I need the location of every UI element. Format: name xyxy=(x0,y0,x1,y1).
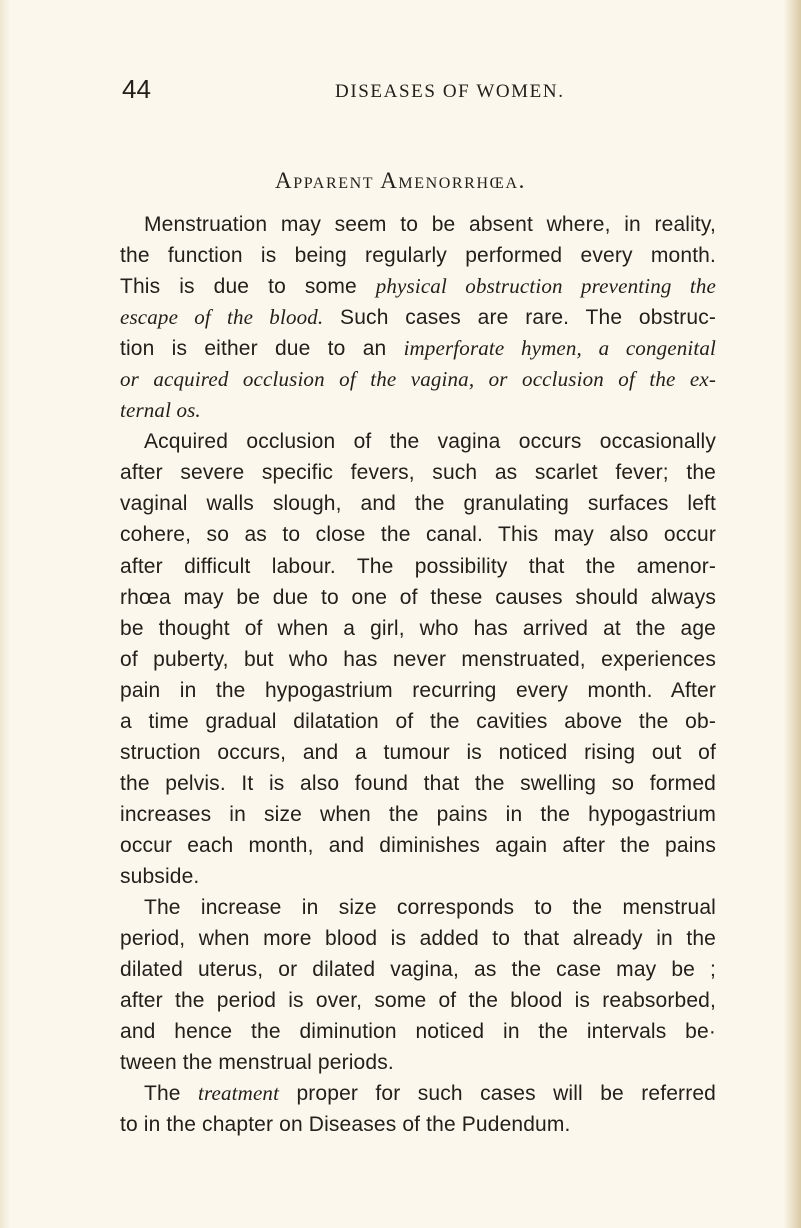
text-segment: The xyxy=(144,1082,199,1106)
text-line xyxy=(120,830,716,861)
text-segment: dilated uterus, or dilated vagina, as the case may be ; xyxy=(120,958,716,982)
text-line xyxy=(120,426,716,457)
text-line xyxy=(120,395,716,426)
text-line xyxy=(120,799,716,830)
text-segment: a time gradual dilatation of the cavities above the ob- xyxy=(120,709,716,733)
text-segment: after severe specific fevers, such as scarlet fever; the xyxy=(120,461,716,485)
text-line xyxy=(120,644,716,675)
text-line xyxy=(120,551,716,582)
text-line xyxy=(120,1109,716,1140)
text-segment: cohere, so as to close the canal. This may also occur xyxy=(120,523,716,547)
text-segment: subside. xyxy=(120,864,200,888)
section-title: Apparent Amenorrhœa. xyxy=(275,168,526,193)
text-line xyxy=(120,985,716,1016)
text-line xyxy=(120,240,716,271)
text-line xyxy=(120,457,716,488)
text-segment: struction occurs, and a tumour is noticed rising out of xyxy=(120,740,716,764)
italic-text-segment: ternal os. xyxy=(120,398,201,423)
text-segment: the function is being regularly performed every month. xyxy=(120,244,716,268)
text-line xyxy=(120,333,716,364)
page-number: 44 xyxy=(122,74,151,104)
italic-text-segment: imperforate hymen, a congenital xyxy=(403,336,716,361)
italic-text-segment: physical obstruction preventing the xyxy=(375,274,716,299)
text-line xyxy=(120,488,716,519)
text-segment: and hence the diminution noticed in the intervals be· xyxy=(120,1020,716,1044)
text-segment: the pelvis. It is also found that the swelling so formed xyxy=(120,771,716,795)
text-line xyxy=(120,519,716,550)
text-line xyxy=(120,364,716,395)
text-line xyxy=(120,737,716,768)
text-segment: increases in size when the pains in the hypogastrium xyxy=(120,802,716,826)
text-segment: vaginal walls slough, and the granulating surfaces left xyxy=(120,492,716,516)
text-segment: to in the chapter on Diseases of the Pudendum. xyxy=(120,1113,571,1137)
text-segment: Such cases are rare. The obstruc- xyxy=(323,306,716,330)
text-line xyxy=(120,892,716,923)
text-line xyxy=(120,675,716,706)
italic-text-segment: or acquired occlusion of the vagina, or occlusion of the ex- xyxy=(120,367,716,392)
body-text xyxy=(120,209,716,1140)
text-segment: period, when more blood is added to that already in the xyxy=(120,927,716,951)
text-line xyxy=(120,209,716,240)
text-segment: This is due to some xyxy=(120,275,376,299)
text-line xyxy=(120,1078,716,1109)
text-segment: rhœa may be due to one of these causes should always xyxy=(120,585,716,609)
text-line xyxy=(120,302,716,333)
text-segment: proper for such cases will be referred xyxy=(279,1082,716,1106)
text-segment: after the period is over, some of the blood is reabsorbed, xyxy=(120,989,716,1013)
text-line xyxy=(120,1016,716,1047)
text-segment: Menstruation may seem to be absent where, in reality, xyxy=(144,213,716,236)
text-line xyxy=(120,768,716,799)
text-segment: of puberty, but who has never menstruated, experiences xyxy=(120,647,716,671)
italic-text-segment: escape of the blood. xyxy=(120,305,324,330)
text-segment: pain in the hypogastrium recurring every month. After xyxy=(120,678,716,702)
text-line xyxy=(120,582,716,613)
text-line xyxy=(120,1047,716,1078)
text-line xyxy=(120,613,716,644)
text-line xyxy=(120,861,716,892)
text-segment: occur each month, and diminishes again after the pains xyxy=(120,833,716,857)
text-segment: tion is either due to an xyxy=(120,337,404,361)
text-line xyxy=(120,706,716,737)
text-line xyxy=(120,923,716,954)
text-line xyxy=(120,271,716,302)
running-head: DISEASES OF WOMEN. xyxy=(335,81,565,102)
text-segment: after difficult labour. The possibility that the amenor- xyxy=(120,554,716,578)
italic-text-segment: treatment xyxy=(198,1081,280,1106)
text-segment: tween the menstrual periods. xyxy=(120,1051,394,1075)
text-line xyxy=(120,954,716,985)
page-header xyxy=(122,72,708,112)
text-segment: The increase in size corresponds to the menstrual xyxy=(144,896,716,920)
text-segment: be thought of when a girl, who has arrived at the age xyxy=(120,616,716,640)
text-segment: Acquired occlusion of the vagina occurs occasionally xyxy=(144,430,716,454)
